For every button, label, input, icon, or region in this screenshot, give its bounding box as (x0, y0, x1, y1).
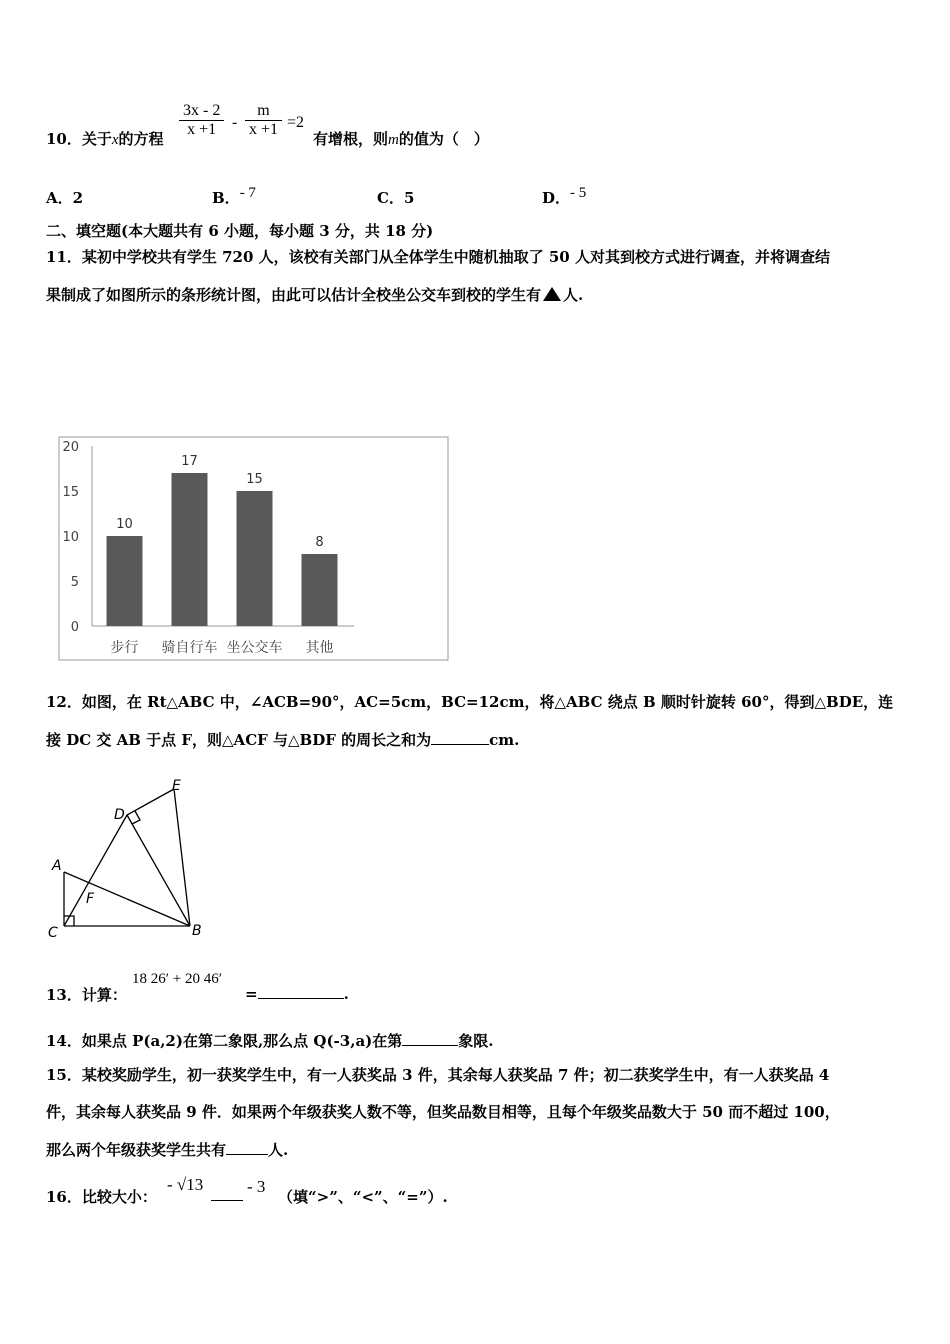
q15-answer-blank[interactable] (226, 1140, 268, 1155)
q10-option-c[interactable] (377, 187, 414, 208)
option-c-label: C．5 (377, 189, 415, 207)
q13-answer-blank[interactable] (258, 984, 344, 999)
q10-mid: 的方程 (118, 130, 164, 148)
q10-minus: - (232, 114, 238, 131)
segment-ab (64, 872, 190, 926)
option-d-value: - 5 (570, 185, 587, 201)
q15-line2: 件，其余每人获奖品 9 件．如果两个年级获奖人数不等，但奖品数目相等，且每个年级奖品数大于 50 而不超过 100， (46, 1103, 840, 1121)
q12-line2 (46, 729, 519, 750)
q10-tail (313, 128, 489, 149)
q10-suffix1: 有增根，则 (313, 130, 389, 148)
bar-data-label: 17 (181, 454, 198, 469)
q16-expression-1: - √13 (167, 1175, 204, 1194)
q12-line2-text: 接 DC 交 AB 于点 F，则△ACF 与△BDF 的周长之和为 (46, 731, 432, 749)
q10-suffix2: 的值为（ ） (398, 130, 489, 148)
section-header: 二、填空题(本大题共有 6 小题，每小题 3 分，共 18 分) (46, 222, 434, 240)
triangle-blank-icon (543, 287, 561, 301)
q11-line2-end: 人. (563, 286, 584, 304)
label-a: A (52, 858, 62, 874)
q14-answer-blank[interactable] (402, 1031, 458, 1046)
q10-prefix: 10．关于 (46, 130, 112, 148)
q12-line1: 12．如图，在 Rt△ABC 中，∠ACB=90°，AC=5cm，BC=12cm，将△ABC 绕点 B 顺时针旋转 60°，得到△BDE，连 (46, 693, 894, 711)
q10-option-b[interactable] (212, 187, 256, 208)
q13-prefix: 13．计算： (46, 986, 127, 1004)
q16-prefix: 16．比较大小： (46, 1188, 157, 1206)
q11-line2 (46, 284, 583, 305)
geometry-figure (44, 772, 214, 942)
x-category-label: 步行 (110, 640, 139, 656)
x-category-label: 其他 (305, 640, 334, 656)
segment-db (127, 815, 190, 926)
q10-frac1-denominator: x +1 (179, 120, 224, 139)
label-d: D (114, 807, 125, 823)
q13-expression: 18 26′ + 20 46′ (132, 971, 223, 987)
option-a-label: A．2 (46, 189, 84, 207)
q13-equals: = (245, 985, 258, 1003)
y-tick-label: 0 (70, 620, 79, 635)
y-tick-label: 10 (62, 530, 79, 545)
bar-data-label: 10 (116, 517, 133, 532)
q10-var-m: m (388, 132, 399, 148)
q10-option-a[interactable] (46, 187, 83, 208)
q10-fraction-2 (245, 102, 282, 139)
q13-end: . (343, 985, 349, 1003)
q16-answer-blank[interactable] (211, 1186, 243, 1201)
bar-data-label: 8 (315, 535, 324, 550)
q10-option-d[interactable] (542, 187, 586, 208)
label-e: E (172, 778, 181, 794)
bar-data-label: 15 (246, 472, 263, 487)
q10-fraction-1 (179, 102, 224, 139)
q15-line3 (46, 1139, 288, 1160)
q12-answer-blank[interactable] (431, 730, 489, 745)
q14-line (46, 1030, 494, 1051)
bar (172, 473, 208, 626)
label-f: F (86, 891, 95, 907)
q10-var-x: x (111, 132, 119, 148)
y-tick-label: 5 (70, 575, 79, 590)
y-tick-label: 20 (62, 440, 79, 455)
q10-equals: =2 (287, 114, 305, 131)
label-c: C (48, 925, 58, 941)
right-angle-d-icon (132, 811, 140, 824)
q10-frac2-denominator: x +1 (245, 120, 282, 139)
option-b-value: - 7 (239, 185, 256, 201)
label-b: B (192, 923, 202, 939)
q10-frac2-numerator: m (257, 102, 270, 119)
q11-line1: 11．某初中学校共有学生 720 人，该校有关部门从全体学生中随机抽取了 50 人对其到校方式进行调查，并将调查结 (46, 248, 830, 266)
q15-line1: 15．某校奖励学生，初一获奖学生中，有一人获奖品 3 件，其余每人获奖品 7 件；初二获奖学生中，有一人获奖品 4 (46, 1066, 830, 1084)
q14-text: 14．如果点 P(a,2)在第二象限,那么点 Q(-3,a)在第 (46, 1032, 403, 1050)
q16-suffix: （填“>”、“<”、“=”）. (278, 1188, 448, 1206)
x-category-label: 骑自行车 (161, 640, 218, 656)
q16-blank-wrap (211, 1186, 243, 1205)
q16-expression-2: - 3 (247, 1177, 266, 1196)
bar (302, 554, 338, 626)
segment-de (127, 789, 174, 815)
bar (237, 491, 273, 626)
y-tick-label: 15 (62, 485, 79, 500)
q10-line (46, 128, 164, 149)
q13-tail (245, 984, 349, 1003)
option-b-label: B． (212, 189, 240, 207)
q12-line2-end: cm. (489, 731, 520, 749)
x-category-label: 坐公交车 (226, 640, 283, 656)
segment-eb (174, 789, 190, 926)
bar (107, 536, 143, 626)
q11-line2-text: 果制成了如图所示的条形统计图，由此可以估计全校坐公交车到校的学生有 (46, 286, 542, 304)
q10-frac1-numerator: 3x - 2 (183, 102, 221, 119)
segment-cd (64, 815, 127, 926)
bar-chart (58, 436, 450, 662)
q14-end: 象限. (458, 1032, 494, 1050)
q15-line3-end: 人. (268, 1141, 289, 1159)
option-d-label: D． (542, 189, 571, 207)
q15-line3-text: 那么两个年级获奖学生共有 (46, 1141, 227, 1159)
